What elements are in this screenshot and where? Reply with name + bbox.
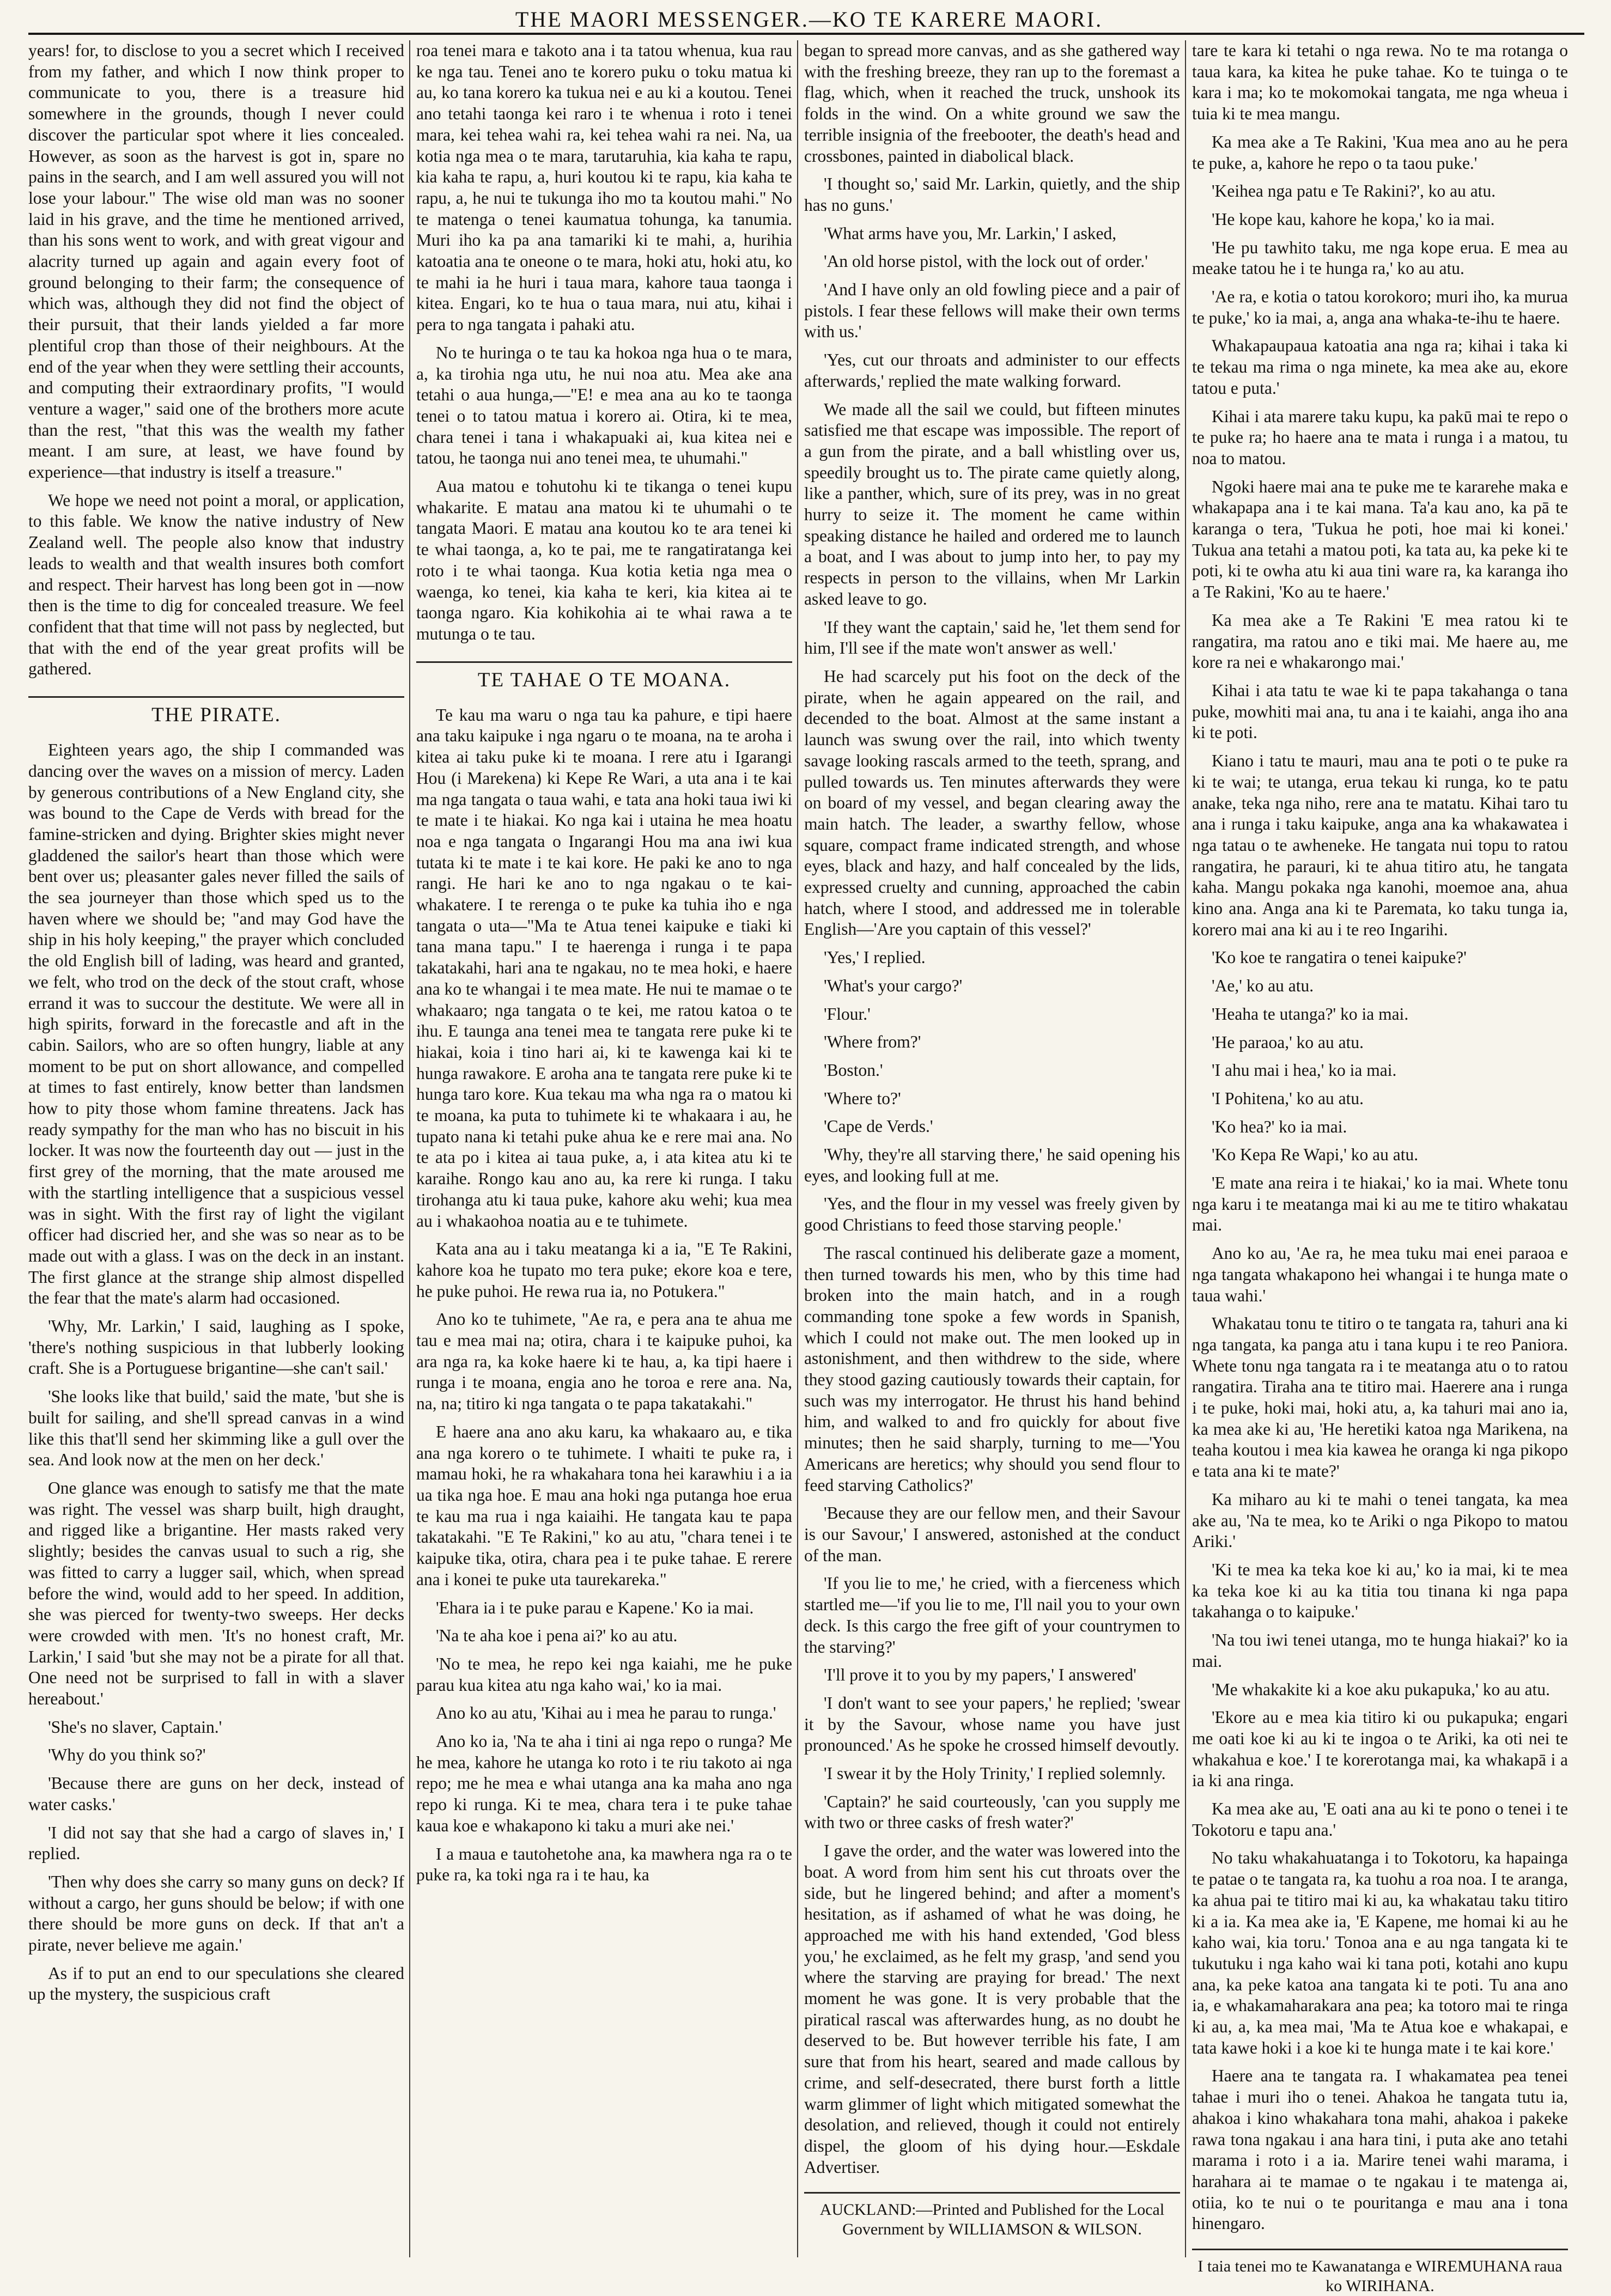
paragraph: Ano ko ia, 'Na te aha i tini ai nga repo o runga? Me he mea, kahore he utanga ko roto i te riu takoto ai nga repo; me he mea e whai utanga ana ka maha ano nga repo ki runga. Ki te mea, chara tera i te puke tahae kaua koe e whakapono ki taku a muri ake nei.': [416, 1732, 792, 1835]
column-separator: [797, 40, 798, 2257]
paragraph: 'If you lie to me,' he cried, with a fierceness which startled me—'if you lie to me, I'll nail you to your own deck. Is this cargo the free gift of your countrymen to the starving?': [804, 1574, 1180, 1656]
paragraph: 'Keihea nga patu e Te Rakini?', ko au atu.: [1212, 181, 1496, 201]
paragraph: 'Yes,' I replied.: [824, 948, 926, 967]
imprint-english: AUCKLAND:—Printed and Published for the Local Government by WILLIAMSON & WILSON.: [804, 2192, 1180, 2239]
paragraph: I gave the order, and the water was lowered into the boat. A word from him sent his cut throats over the side, but he lingered behind; and after a moment's hesitation, as if ashamed of what he was doing, he approached me with his hand extended, 'God bless you,' he exclaimed, as he felt my grasp, 'and send you where the starving are praying for bread.' The next moment he was gone. It is very probable that the piratical rascal was afterwardes hung, as no doubt he deserved to be. But however terrible his fate, I am sure that from his heart, seared and made callous by crime, and self-desecrated, there burst forth a little warm glimmer of light which mitigated somewhat the desolation, and relieved, though it could not entirely dispel, the gloom of his dying hour.—Eskdale Advertiser.: [804, 1841, 1180, 2177]
paragraph: Te kau ma waru o nga tau ka pahure, e tipi haere ana taku kaipuke i nga ngaru o te moana, na te aroha i kitea ai taku puke ki te moana. I rere atu i Igarangi Hou (i Marekena) ki Kepe Re Wari, a uta ana i te kai ma nga tangata o taua wahi, e tata ana hoki taua iwi ki te mate i te hiakai. Ko nga kai i utaina he mea hoatu noa e nga tangata o Ingarangi Hou ma ana iwi kua tutata ki te mate i te kai kore. He paki ke ano to nga rangi. He hari ke ano to nga ngakau o te kai-whakatere. I te rerenga o te puke ka tuhia iho e nga tangata o uta—"Ma te Atua tenei kaipuke e tiaki ki tana mana tapu." I te haerenga i runga i te papa takatakahi, hari ana te ngakau, no te mea hoki, e haere ana ko te whangai i te mea mate. He nui te mamae o te whakaaro; nga tangata o te kei, me ratou katoa o te ihu. E taunga ana tenei mea te tangata rere puke ki te hiakai, koia i tino hari ai, ki te kawenga kai ki te hunga rawakore. E aroha ana te tangata rere puke ki te hunga taro kore. Kua tekau ma wha nga ra o matou ki te moana, ka puta to tuhimete ki te whakaara i au, he tupato nana ki tetahi puke ahua ke e rere mai ana. No te ata po i kitea ai taua puke, a, i ata kitea atu ki te karaihe. Rongo kau ano au, ka rere ki runga. I taku tirohanga atu ki taua puke, kahore aku wehi; kua mea au i whakaohoa noatia au e te tuhimete.: [416, 705, 792, 1231]
paragraph: The rascal continued his deliberate gaze a moment, then turned towards his men, who by this time had broken into the main hatch, and in a rough commanding tone spoke a few words in Spanish, which I could not make out. The men looked up in astonishment, and then withdrew to the side, where they stood gazing cautiously towards their captain, for such was my interrogator. He thrust his hand behind him, and walked to and fro quickly for about five minutes; then he said sharply, turning to me—'You Americans are heretics; why should you send flour to feed starving Catholics?': [804, 1243, 1180, 1495]
column-separator: [1185, 40, 1186, 2257]
paragraph: Kihai i ata marere taku kupu, ka pakū mai te repo o te puke ra; ho haere ana te mata i runga i a matou, tu noa to matou.: [1192, 406, 1568, 468]
paragraph: 'E mate ana reira i te hiakai,' ko ia mai. Whete tonu nga karu i te meatanga mai ki au me te titiro whakatau mai.: [1192, 1173, 1568, 1235]
paragraph: 'Na te aha koe i pena ai?' ko au atu.: [436, 1626, 678, 1646]
paragraph: 'Captain?' he said courteously, 'can you supply me with two or three casks of fresh water?': [804, 1792, 1180, 1832]
paragraph: 'Because there are guns on her deck, instead of water casks.': [28, 1774, 404, 1814]
paragraph: 'She's no slaver, Captain.': [48, 1717, 222, 1737]
paragraph: 'What arms have you, Mr. Larkin,' I asked,: [824, 223, 1117, 243]
masthead-title: THE MAORI MESSENGER.—KO TE KARERE MAORI.: [515, 7, 1103, 32]
article-fable-conclusion: [28, 40, 404, 680]
paragraph: 'I Pohitena,' ko au atu.: [1212, 1088, 1364, 1108]
paragraph: 'Why, Mr. Larkin,' I said, laughing as I spoke, 'there's nothing suspicious in that lubberly looking craft. She is a Portuguese brigantine—she can't sail.': [28, 1317, 404, 1378]
paragraph: 'Ko Kepa Re Wapi,' ko au atu.: [1212, 1145, 1419, 1165]
paragraph: 'Cape de Verds.': [824, 1117, 933, 1136]
column-english-pirate-cont: [804, 40, 1180, 2257]
paragraph: Eighteen years ago, the ship I commanded was dancing over the waves on a mission of mercy. Laden by generous contributions of a New England city, she was bound to the Cape de Verds with bread for the famine-stricken and dying. Brighter skies might never gladdened the sailor's heart than those which were bent over us; pleasanter gales never filled the sails of the sea journeyer than those which sped us to the haven where we should be; "and may God have the ship in his holy keeping," the prayer which concluded the old English bill of lading, was heard and granted, we felt, who trod on the deck of the stout craft, whose errand it was to succour the destitute. We were all in high spirits, forward in the forecastle and aft in the cabin. Sailors, who are so often hungry, liable at any moment to be put on short allowance, and compelled at times to fast entirely, know better than landsmen how to pity those whom famine threatens. Jack has ready sympathy for the man who has no biscuit in his locker. It was now the fourteenth day out — just in the first grey of the morning, that the mate aroused me with the startling intelligence that a suspicious vessel was in sight. With the first ray of light the vigilant officer had discried her, and she was so near as to be made out with a glass. I was on the deck in an instant. The first glance at the strange ship almost dispelled the fear that the mate's alarm had occasioned.: [28, 740, 404, 1308]
paragraph: No taku whakahuatanga i to Tokotoru, ka hapainga te patae o te tangata ra, ka tuohu a roa noa. I te aranga, ka ahua pai te titiro mai ki au, ka whakatau taku titiro ki a ia. Ka mea ake ia, 'E Kapene, me homai ki au he kaho wai, kia toru.' Tonoa ana e au nga tangata ki te tukutuku i nga kaho wai ki tana poti, kotahi ano kupu ana, ka peke katoa ana tangata ki te poti. Tu ana ano ia, e whakamaharakara ana pea; ka totoro mai te ringa ki au, a, ka mea mai, 'Ma te Atua koe e whakapai, e tata kawe hoki i a koe ki te hunga mate i te kai kore.': [1192, 1848, 1568, 2057]
paragraph: tare te kara ki tetahi o nga rewa. No te ma rotanga o taua kara, ka kitea he puke tahae. Ko te tuinga o te kara i ma; ko te mokomokai tangata, me nga wheua i tuia ki te mea mangu.: [1192, 41, 1568, 124]
paragraph: 'Ki te mea ka teka koe ki au,' ko ia mai, ki te mea ka teka koe ki au ka titia tou tinana ki nga papa takahanga o to kaipuke.': [1192, 1560, 1568, 1622]
column-maori-pirate-cont: [1192, 40, 1568, 2295]
paragraph: 'I ahu mai i hea,' ko ia mai.: [1212, 1061, 1397, 1080]
paragraph: 'Then why does she carry so many guns on deck? If without a cargo, her guns should be below; if with one there should be more guns on deck. If that an't a pirate, never believe me again.': [28, 1872, 404, 1955]
paragraph: Whakatau tonu te titiro o te tangata ra, tahuri ana ki nga tangata, ka panga atu i tana kupu i te reo Paniora. Whete tonu nga tangata ra i te meatanga atu o to ratou rangatira. Tiraha ana te titiro mai. Haerere ana i runga i te puke, hoki mai, hoki atu, a, ka tahuri mai ano ia, ka mea ake ki au, 'He heretiki katoa nga Marikena, na teaha koutou i mea kia kawea he oranga ki nga pikopo e tata ana ki te mate?': [1192, 1314, 1568, 1481]
paragraph: Haere ana te tangata ra. I whakamatea pea tenei tahae i muri iho o tenei. Ahakoa he tangata tutu ia, ahakoa i kino whakahara tona mahi, ahakoa i pakeke rawa tona ngakau i ana hara tini, i puta ake ano tetahi marama i roto i a ia. Marire tenei wahi marama, i harahara ai te mamae o te ngakau i te matenga ai, otiia, ko te nui o te pouritanga e mau ana i tona hinengaro.: [1192, 2066, 1568, 2233]
column-maori-fable: [416, 40, 792, 2257]
paragraph: Ano ko te tuhimete, "Ae ra, e pera ana te ahua me tau e mea mai na; otira, chara i te kaipuke puhoi, ka ara nga ra, ka koke haere ki te hau, a, ka tipi haere i runga i te moana, engia ano he toroa e rere ana. Na, na, na; titiro ki nga tangata o te papa takatakahi.": [416, 1310, 792, 1414]
paragraph: 'Heaha te utanga?' ko ia mai.: [1212, 1004, 1409, 1024]
paragraph: 'An old horse pistol, with the lock out of order.': [824, 252, 1148, 271]
paragraph: 'I'll prove it to you by my papers,' I answered': [824, 1665, 1136, 1685]
paragraph: years! for, to disclose to you a secret which I received from my father, and which I now think proper to communicate to you, there is a treasure hid somewhere in the grounds, though I never could discover the particular spot where it lies concealed. However, as soon as the harvest is got in, spare no pains in the search, and I am well assured you will not lose your labour." The wise old man was no sooner laid in his grave, and the time he mentioned arrived, than his sons went to work, and with great vigour and alacrity turned up again and again every foot of ground belonging to their farm; the consequence of which was, although they did not find the object of their pursuit, that their lands yielded a far more plentiful crop than those of their neighbours. At the end of the year when they were settling their accounts, and computing their extraordinary profits, "I would venture a wager," said one of the brothers more acute than the rest, "that this was the wealth my father meant. I am sure, at least, we have found by experience—that industry is itself a treasure.": [28, 41, 404, 482]
article-heading-the-pirate: THE PIRATE.: [28, 696, 404, 733]
paragraph: 'She looks like that build,' said the mate, 'but she is built for sailing, and she'll spread canvas in a wind like this that'll send her skimming like a gull over the sea. And look now at the men on her deck.': [28, 1387, 404, 1470]
paragraph: began to spread more canvas, and as she gathered way with the freshing breeze, they ran up to the foremast a flag, which, when it reached the truck, unshook its folds in the wind. On a white ground we saw the terrible insignia of the freebooter, the death's head and crossbones, painted in diabolical black.: [804, 41, 1180, 166]
paragraph: 'I don't want to see your papers,' he replied; 'swear it by the Savour, whose name you have just pronounced.' As he spoke he crossed himself devoutly.: [804, 1693, 1180, 1755]
paragraph: 'Na tou iwi tenei utanga, mo te hunga hiakai?' ko ia mai.: [1192, 1630, 1568, 1671]
paragraph: 'If they want the captain,' said he, 'let them send for him, I'll see if the mate won't answer as well.': [804, 617, 1180, 658]
paragraph: Whakapaupaua katoatia ana nga ra; kihai i taka ki te tekau ma rima o nga minete, ka mea ake au, ekore tatou e puta.': [1192, 336, 1568, 398]
article-the-pirate-continued: [804, 40, 1180, 2178]
paragraph: Ka mea ake au, 'E oati ana au ki te pono o tenei i te Tokotoru e tapu ana.': [1192, 1799, 1568, 1840]
article-te-tahae-o-te-moana: [416, 705, 792, 1886]
paragraph: Ka mea ake a Te Rakini, 'Kua mea ano au he pera te puke, a, kahore he repo o ta taou puke.': [1192, 132, 1568, 173]
paragraph: Ano ko au, 'Ae ra, he mea tuku mai enei paraoa e nga tangata whakapono hei whangai i te hunga mate o taua wahi.': [1192, 1244, 1568, 1305]
masthead-rule: [28, 33, 1584, 35]
paragraph: We hope we need not point a moral, or application, to this fable. We know the native industry of New Zealand well. The people also know that industry leads to wealth and that wealth insures both comfort and respect. Their harvest has long been got in —now then is the time to dig for concealed treasure. We feel confident that that time will not pass by neglected, but that with the end of the year great profits will be gathered.: [28, 490, 404, 679]
column-separator: [409, 40, 410, 2257]
paragraph: roa tenei mara e takoto ana i ta tatou whenua, kua rau ke nga tau. Tenei ano te korero puku o toku matua ki au, ko tana korero ka tukua nei e au ki a koutou. Tenei ano tetahi taonga kei raro i te whenua i roto i tenei mara, kei tehea wahi ra, kei tehea wahi ra nei. Na, ua kotia nga mea o te mara, tarutaruhia, kia kaha te rapu, kia kaha te rapu, a, huri koutou ki te rapu, kia kaha te rapu, a, he nui te tukunga iho mo ta koutou mahi." No te matenga o tenei kaumatua tohunga, ka tanumia. Muri iho ka pa ana tamariki ki te mahi, a, hurihia katoatia ana te oneone o te mara, hoki atu, hoki atu, ko te mahi ia he huri i taua mara, kahore taua taonga i kitea. Engari, ko te hua o taua mara, nui atu, kihai i pera to nga tangata i pahaki atu.: [416, 41, 792, 334]
paragraph: Kata ana au i taku meatanga ki a ia, "E Te Rakini, kahore koa he tupato mo tera puke; ekore koa e tere, he puke puhoi. He rewa rua ia, no Potukera.": [416, 1239, 792, 1301]
paragraph: 'Ae ra, e kotia o tatou korokoro; muri iho, ka murua te puke,' ko ia mai, a, anga ana whaka-te-ihu te haere.: [1192, 287, 1568, 327]
paragraph: 'Ko hea?' ko ia mai.: [1212, 1117, 1347, 1136]
paragraph: 'I swear it by the Holy Trinity,' I replied solemnly.: [824, 1764, 1166, 1783]
paragraph: Ngoki haere mai ana te puke me te kararehe maka e whakapapa ana i te kai mana. Ta'a kau ano, ka pā te karanga o tera, 'Tukua he poti, hoe mai ki konei.' Tukua ana tetahi a matou poti, ka tata au, ka peke ki te poti, ki te owha atu ki aua tini ware ra, ka karanga iho a Te Rakini, 'Ko au te haere.': [1192, 477, 1568, 602]
paragraph: E haere ana ano aku karu, ka whakaaro au, e tika ana nga korero o te tuhimete. I whaiti te puke ra, i mamau hoki, he ra whakahara tona hei karawhiu i a ia ua tika nga hoe. E mau ana hoki nga putanga hoe erua te kau ma rua i nga kaiaihi. He tangata kau te papa takatakahi. "E Te Rakini," ko au atu, "chara tenei i te kaipuke tika, otira, chara pea i te puke tahae. E rerere ana i konei te puke uta taurekareka.": [416, 1422, 792, 1589]
article-heading-te-tahae-o-te-moana: TE TAHAE O TE MOANA.: [416, 661, 792, 698]
paragraph: 'Yes, cut our throats and administer to our effects afterwards,' replied the mate walking forward.: [804, 350, 1180, 391]
column-english-fable: [28, 40, 404, 2257]
paragraph: I a maua e tautohetohe ana, ka mawhera nga ra o te puke ra, ka toki nga ra i te hau, ka: [416, 1844, 792, 1885]
paragraph: 'Ehara ia i te puke parau e Kapene.' Ko ia mai.: [436, 1598, 754, 1617]
paragraph: 'What's your cargo?': [824, 976, 963, 995]
paragraph: 'Why, they're all starving there,' he said opening his eyes, and looking full at me.: [804, 1145, 1180, 1185]
paragraph: 'Where to?': [824, 1088, 901, 1108]
article-fable-maori: [416, 40, 792, 645]
paragraph: 'And I have only an old fowling piece and a pair of pistols. I fear these fellows will make their own terms with us.': [804, 280, 1180, 342]
paragraph: 'I thought so,' said Mr. Larkin, quietly, and the ship has no guns.': [804, 174, 1180, 215]
paragraph: 'No te mea, he repo kei nga kaiahi, me he puke parau kua kitea atu nga kaho wai,' ko ia mai.: [416, 1654, 792, 1695]
paragraph: 'He pu tawhito taku, me nga kope erua. E mea au meake tatou he i te hunga ra,' ko au atu.: [1192, 237, 1568, 278]
paragraph: 'Where from?': [824, 1032, 921, 1052]
article-te-tahae-continued: [1192, 40, 1568, 2234]
paragraph: As if to put an end to our speculations she cleared up the mystery, the suspicious craft: [28, 1963, 404, 2004]
article-the-pirate: [28, 740, 404, 2005]
paragraph: 'Flour.': [824, 1004, 871, 1024]
paragraph: Kihai i ata tatu te wae ki te papa takahanga o tana puke, mowhiti mai ana, tu ana i te kaiahi, anga iho ana ki te poti.: [1192, 680, 1568, 742]
paragraph: Aua matou e tohutohu ki te tikanga o tenei kupu whakarite. E matau ana matou ki te uhumahi o te tangata Maori. E matau ana koutou ko te ara tenei ki te whai taonga, a, ko te pai, me te rangatiratanga kei roto i te whai taonga. Kua kotia ketia nga mea o waenga, ko tenei, kia kaha te keri, kia kitea ai te taonga ngaro. Kia kohikohia ai te whai rawa a te mutunga o te tau.: [416, 477, 792, 643]
paragraph: 'Ko koe te rangatira o tenei kaipuke?': [1212, 948, 1467, 967]
paragraph: He had scarcely put his foot on the deck of the pirate, when he again appeared on the rail, and decended to the boat. Almost at the same instant a launch was swung over the rail, into which twenty savage looking rascals armed to the teeth, sprang, and pulled towards us. Ten minutes afterwards they were on board of my vessel, and began clearing away the main hatch. The leader, a swarthy fellow, whose square, compact frame indicated strength, and whose eyes, black and hazy, and half concealed by the lids, expressed cruelty and cunning, approached the cabin hatch, where I stood, and addressed me in tolerable English—'Are you captain of this vessel?': [804, 666, 1180, 939]
paragraph: 'Ae,' ko au atu.: [1212, 976, 1314, 996]
paragraph: 'Me whakakite ki a koe aku pukapuka,' ko au atu.: [1212, 1679, 1551, 1699]
paragraph: 'He kope kau, kahore he kopa,' ko ia mai.: [1212, 209, 1495, 229]
paragraph: 'I did not say that she had a cargo of slaves in,' I replied.: [28, 1823, 404, 1863]
paragraph: 'Ekore au e mea kia titiro ki ou pukapuka; engari me oati koe ki au ki te ingoa o te Ariki, ka oti nei te whakahua e koe.' I te korerotanga mai, ka whakapā i a ia ki ana ringa.: [1192, 1708, 1568, 1790]
paragraph: No te huringa o te tau ka hokoa nga hua o te mara, a, ka tirohia nga utu, he nui noa atu. Mea ake ana tetahi o aua hunga,—"E! e mea ana au ko te taonga tenei o to tatou matua i korero ai. Otira, ki te mea, chara tenei i tana i whakapuaki ai, kua kitea nei e tatou, he taonga nui ano tenei mea, te uhumahi.": [416, 343, 792, 468]
paragraph: 'Yes, and the flour in my vessel was freely given by good Christians to feed those starving people.': [804, 1194, 1180, 1235]
paragraph: One glance was enough to satisfy me that the mate was right. The vessel was sharp built, high draught, and rigged like a brigantine. Her masts raked very slightly; besides the canvas usual to such a rig, she was fitted to carry a lugger sail, which, when spread before the wind, would add to her speed. In addition, she was pierced for twenty-two sweeps. Her decks were crowded with men. 'It's no honest craft, Mr. Larkin,' I said 'but she may not be a pirate for all that. One need not be surprised to fall in with a slaver hereabout.': [28, 1478, 404, 1709]
paragraph: Ano ko au atu, 'Kihai au i mea he parau to runga.': [436, 1703, 776, 1723]
paragraph: 'Why do you think so?': [48, 1745, 206, 1765]
paragraph: We made all the sail we could, but fifteen minutes satisfied me that escape was impossible. The report of a gun from the pirate, and a ball whistling over us, speedily brought us to. The pirate came quietly along, like a panther, which, sure of its prey, was in no great hurry to seize it. The moment he came within speaking distance he hailed and ordered me to launch a boat, and I was about to jump into her, to pay my respects in person to the villains, when Mr Larkin asked leave to go.: [804, 399, 1180, 608]
paragraph: Kiano i tatu te mauri, mau ana te poti o te puke ra ki te wai; te utanga, erua tekau ki runga, ko te patu anake, teka nga niho, rere ana te matatu. Kihai taro tu ana i runga i taku kaipuke, anga ana ka whakawatea i nga tatau o te awheneke. He tangata nui topu to ratou rangatira, he parauri, ki te ahua titiro atu, he tangata kaha. Mangu pokaka nga kanohi, moemoe ana, ahua kino ana. Anga ana ki te Paremata, ko taku tunga ia, korero mai ana ki au i te reo Ingarihi.: [1192, 751, 1568, 939]
paragraph: 'Boston.': [824, 1060, 883, 1080]
paragraph: 'He paraoa,' ko au atu.: [1212, 1032, 1364, 1052]
paragraph: Ka mea ake a Te Rakini 'E mea ratou ki te rangatira, ma ratou ano e tiki mai. Me haere au, me kore ra nei e whakarongo mai.': [1192, 610, 1568, 672]
paragraph: Ka miharo au ki te mahi o tenei tangata, ka mea ake au, 'Na te mea, ko te Ariki o nga Pikopo to matou Ariki.': [1192, 1489, 1568, 1551]
imprint-maori: I taia tenei mo te Kawanatanga e WIREMUHANA raua ko WIRIHANA.: [1192, 2249, 1568, 2296]
paragraph: 'Because they are our fellow men, and their Savour is our Savour,' I answered, astonished at the conduct of the man.: [804, 1503, 1180, 1565]
